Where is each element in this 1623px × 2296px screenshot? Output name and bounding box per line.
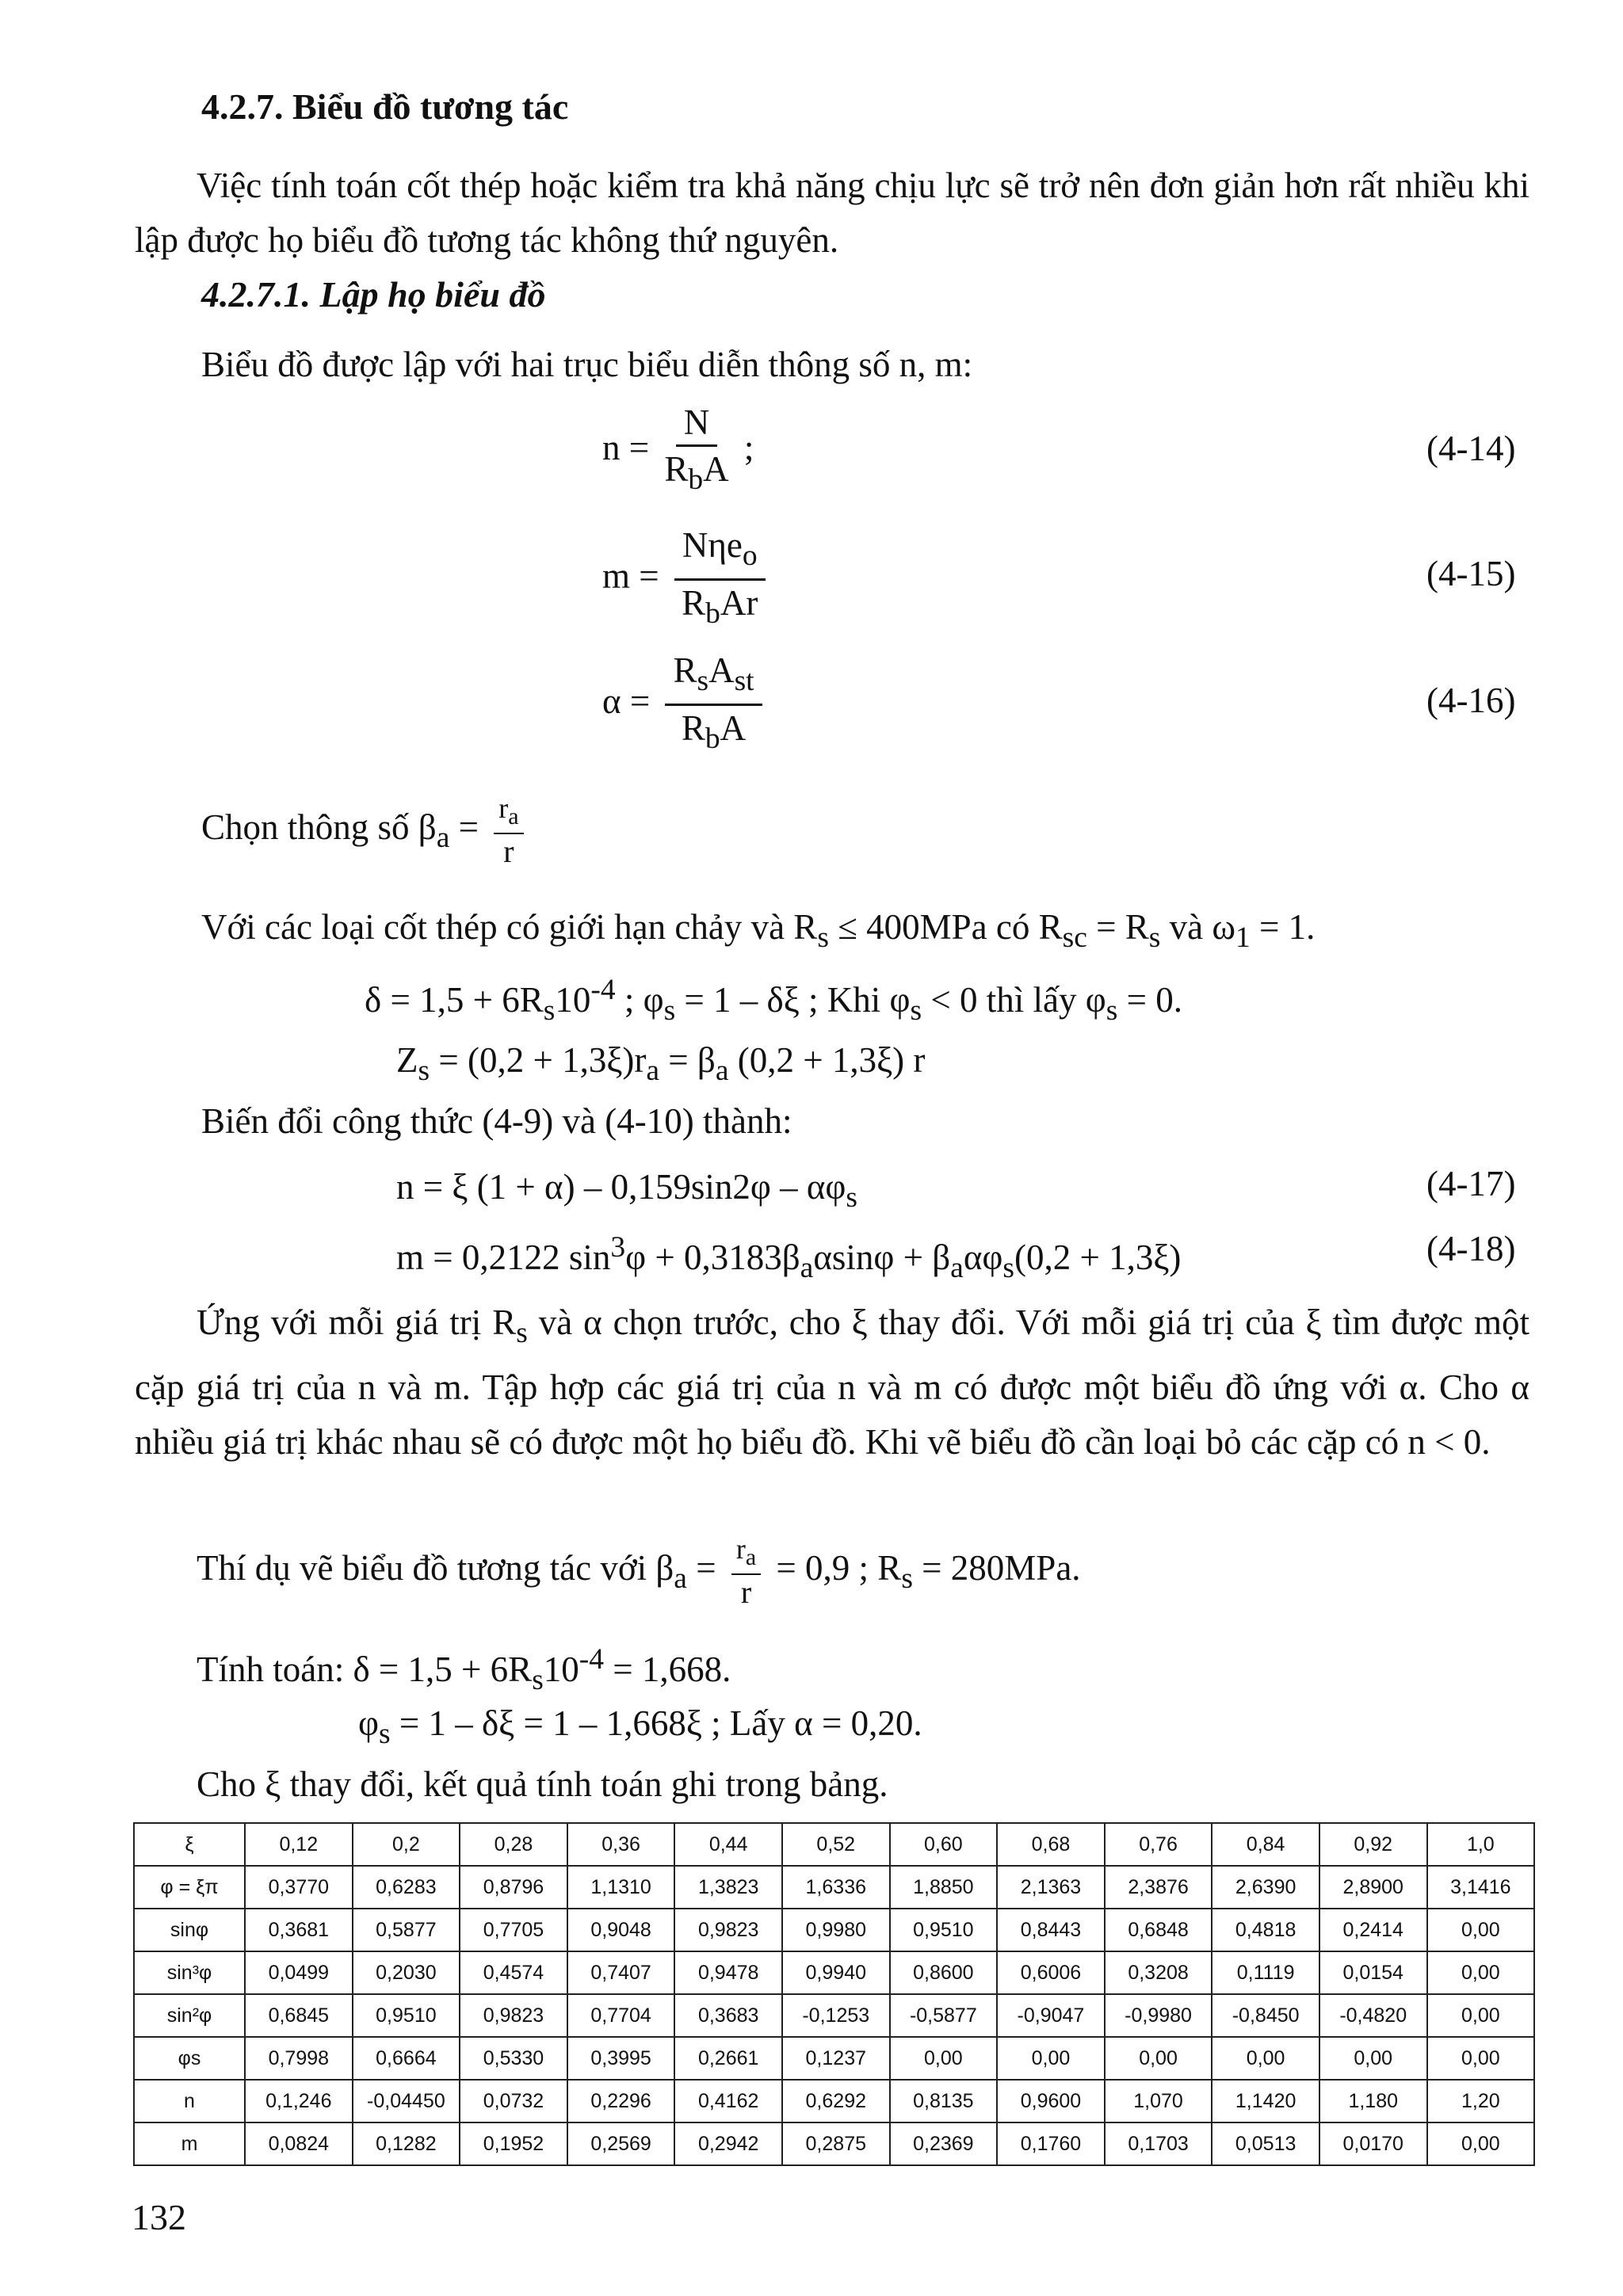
table-row — [134, 2080, 1534, 2122]
table-cell: -0,4820 — [1319, 1994, 1427, 2037]
table-cell: 0,60 — [890, 1823, 998, 1866]
row-label: φ = ξπ — [134, 1866, 245, 1909]
eq-number-4-15: (4-15) — [1426, 554, 1516, 593]
table-cell: 1,6336 — [782, 1866, 890, 1909]
eq-alpha-denominator: $R_bA$ — [681, 708, 747, 755]
table-cell: 0,00 — [1427, 1909, 1535, 1951]
table-cell: 1,3823 — [674, 1866, 782, 1909]
table-cell: 0,9478 — [674, 1951, 782, 1994]
row-label: m — [134, 2122, 245, 2165]
eq-m-numerator: Nηe$_o$ — [674, 523, 766, 581]
table-cell: 0,5330 — [460, 2037, 567, 2080]
eq-n-denominator: $R_bA$ — [664, 449, 729, 496]
table-cell: 1,0 — [1427, 1823, 1535, 1866]
table-cell: -0,04450 — [353, 2080, 460, 2122]
results-table — [133, 1822, 1535, 2166]
table-cell: -0,1253 — [782, 1994, 890, 2037]
transform-line: Biến đổi công thức (4-9) và (4-10) thành: — [201, 1101, 792, 1141]
eq-m-denominator: $R_bAr$ — [682, 583, 758, 630]
table-cell: 0,5877 — [353, 1909, 460, 1951]
calc-line-2: $\varphi_s = 1 - \delta\xi = 1 - 1,668\xi$ ; Lấy α = 0,20. — [358, 1703, 922, 1750]
table-cell: 0,44 — [674, 1823, 782, 1866]
axes-description: Biểu đồ được lập với hai trục biểu diễn thông số n, m: — [201, 345, 973, 384]
row-label: sin³φ — [134, 1951, 245, 1994]
table-cell: 0,00 — [1319, 2037, 1427, 2080]
table-cell: 0,0154 — [1319, 1951, 1427, 1994]
eq-alpha-fraction — [665, 648, 762, 761]
table-cell: 0,1237 — [782, 2037, 890, 2080]
table-cell: 0,84 — [1212, 1823, 1319, 1866]
table-cell: 0,7705 — [460, 1909, 567, 1951]
beta-fraction: $\frac{r_a}{r}$ — [494, 792, 523, 869]
table-cell: 0,8600 — [890, 1951, 998, 1994]
table-cell: 1,180 — [1319, 2080, 1427, 2122]
table-cell: 1,8850 — [890, 1866, 998, 1909]
table-cell: 0,9980 — [782, 1909, 890, 1951]
table-row — [134, 1994, 1534, 2037]
table-cell: 0,00 — [1212, 2037, 1319, 2080]
table-cell: 0,3683 — [674, 1994, 782, 2037]
table-cell: 0,92 — [1319, 1823, 1427, 1866]
table-cell: 0,9940 — [782, 1951, 890, 1994]
table-cell: 0,00 — [1427, 1951, 1535, 1994]
eq-n-fraction — [664, 400, 728, 502]
table-cell: 0,1282 — [353, 2122, 460, 2165]
table-cell: 0,6292 — [782, 2080, 890, 2122]
eq-alpha-lhs: α = — [602, 681, 651, 721]
table-cell: 0,3995 — [567, 2037, 675, 2080]
table-cell: 0,2942 — [674, 2122, 782, 2165]
page-number: 132 — [132, 2197, 186, 2237]
table-cell: 0,0513 — [1212, 2122, 1319, 2165]
equation-alpha — [602, 648, 769, 761]
table-cell: 0,1952 — [460, 2122, 567, 2165]
table-cell: 0,8796 — [460, 1866, 567, 1909]
row-label: sin²φ — [134, 1994, 245, 2037]
table-cell: -0,9047 — [997, 1994, 1105, 2037]
table-intro: Cho ξ thay đổi, kết quả tính toán ghi trong bảng. — [197, 1764, 888, 1804]
table-cell: 0,1703 — [1105, 2122, 1212, 2165]
table-cell: 0,3208 — [1105, 1951, 1212, 1994]
table-cell: 0,00 — [1427, 1994, 1535, 2037]
intro-text: Việc tính toán cốt thép hoặc kiểm tra khả năng chịu lực sẽ trở nên đơn giản hơn rất nhiều khi lập được họ biểu đồ tương tác không thứ nguyên. — [135, 166, 1529, 260]
table-cell: 0,2875 — [782, 2122, 890, 2165]
table-cell: 0,3681 — [245, 1909, 353, 1951]
eq-number-4-16: (4-16) — [1426, 681, 1516, 720]
delta-line: $\delta = 1,5 + 6R_s10^{-4}$ ; $\varphi_s = 1 - \delta\xi$ ; Khi $\varphi_s < 0$ thì lấy $\varphi_s = 0$. — [365, 974, 1182, 1027]
table-cell: 0,9600 — [997, 2080, 1105, 2122]
table-cell: 0,00 — [1105, 2037, 1212, 2080]
equation-n — [602, 400, 754, 502]
subsection-title: 4.2.7.1. Lập họ biểu đồ — [201, 274, 546, 315]
table-cell: 0,6283 — [353, 1866, 460, 1909]
table-row — [134, 2122, 1534, 2165]
eq-n-lhs: n = — [602, 427, 650, 467]
table-row — [134, 1823, 1534, 1866]
table-cell: 0,6848 — [1105, 1909, 1212, 1951]
table-cell: 0,68 — [997, 1823, 1105, 1866]
table-cell: 1,20 — [1427, 2080, 1535, 2122]
table-cell: 0,1760 — [997, 2122, 1105, 2165]
eq-m-lhs: m = — [602, 555, 659, 596]
section-title: 4.2.7. Biểu đồ tương tác — [201, 86, 569, 127]
table-cell: 2,8900 — [1319, 1866, 1427, 1909]
table-cell: 0,2414 — [1319, 1909, 1427, 1951]
table-row — [134, 1866, 1534, 1909]
table-cell: 0,6006 — [997, 1951, 1105, 1994]
table-cell: 0,6664 — [353, 2037, 460, 2080]
table-cell: 0,52 — [782, 1823, 890, 1866]
table-cell: 0,4162 — [674, 2080, 782, 2122]
table-cell: 0,2296 — [567, 2080, 675, 2122]
table-cell: 0,1119 — [1212, 1951, 1319, 1994]
table-cell: 0,00 — [1427, 2122, 1535, 2165]
example-beta-fraction: $\frac{r_a}{r}$ — [731, 1533, 761, 1610]
row-label: ξ — [134, 1823, 245, 1866]
zs-line: $Z_s = (0,2 + 1,3\xi)r_a = \beta_a$ (0,2 + 1,3ξ) r — [396, 1040, 926, 1087]
table-cell: -0,8450 — [1212, 1994, 1319, 2037]
eq-number-4-14: (4-14) — [1426, 429, 1516, 468]
steel-condition-line: Với các loại cốt thép có giới hạn chảy và $R_s \le 400MPa$ có $R_{sc} = R_s$ và $\omega_1 = 1$. — [201, 907, 1316, 954]
table-cell: 0,76 — [1105, 1823, 1212, 1866]
table-cell: 0,2661 — [674, 2037, 782, 2080]
table-cell: 1,070 — [1105, 2080, 1212, 2122]
intro-paragraph — [135, 158, 1529, 268]
table-cell: 0,9823 — [674, 1909, 782, 1951]
table-cell: 2,3876 — [1105, 1866, 1212, 1909]
table-cell: 0,9510 — [890, 1909, 998, 1951]
calc-line-1: Tính toán: $\delta = 1,5 + 6R_s10^{-4} = 1,668$. — [197, 1643, 731, 1696]
table-cell: 3,1416 — [1427, 1866, 1535, 1909]
table-row — [134, 2037, 1534, 2080]
eq-number-4-18: (4-18) — [1426, 1229, 1516, 1268]
table-cell: -0,5877 — [890, 1994, 998, 2037]
table-cell: 0,9048 — [567, 1909, 675, 1951]
table-cell: 0,0732 — [460, 2080, 567, 2122]
eq-number-4-17: (4-17) — [1426, 1164, 1516, 1203]
table-row — [134, 1909, 1534, 1951]
table-cell: 0,2 — [353, 1823, 460, 1866]
table-cell: 1,1310 — [567, 1866, 675, 1909]
equation-4-17: n = ξ $(1 + \alpha) - 0,159\sin 2\varphi - \alpha\varphi_s$ — [396, 1167, 857, 1214]
table-cell: 0,9510 — [353, 1994, 460, 2037]
example-line: Thí dụ vẽ biểu đồ tương tác với $\beta_a$ = $\frac{r_a}{r}$ = 0,9 ; $R_s = 280MPa$. — [197, 1533, 1081, 1611]
table-cell: 0,0499 — [245, 1951, 353, 1994]
table-cell: 0,0170 — [1319, 2122, 1427, 2165]
method-paragraph: Ứng với mỗi giá trị $R_s$ và α chọn trước, cho ξ thay đổi. Với mỗi giá trị của ξ tìm được một cặp giá trị của n và m. Tập hợp các giá trị của n và m có được một biểu đồ ứng với α. Cho α nhiều giá trị khác nhau sẽ có được một họ biểu đồ. Khi vẽ biểu đồ cần loại bỏ các cặp có n < 0. — [135, 1302, 1529, 1462]
table-cell: 1,1420 — [1212, 2080, 1319, 2122]
table-cell: 0,8135 — [890, 2080, 998, 2122]
table-cell: 0,0824 — [245, 2122, 353, 2165]
equation-m — [602, 523, 772, 636]
table-cell: 0,00 — [890, 2037, 998, 2080]
row-label: sinφ — [134, 1909, 245, 1951]
table-cell: 0,1,246 — [245, 2080, 353, 2122]
eq-n-numerator: N — [676, 400, 718, 447]
table-cell: 0,00 — [997, 2037, 1105, 2080]
table-cell: 0,6845 — [245, 1994, 353, 2037]
row-label: n — [134, 2080, 245, 2122]
table-cell: 0,7407 — [567, 1951, 675, 1994]
table-cell: 2,6390 — [1212, 1866, 1319, 1909]
table-cell: 0,7998 — [245, 2037, 353, 2080]
eq-alpha-numerator: $R_sA_{st}$ — [665, 648, 762, 706]
table-cell: 0,8443 — [997, 1909, 1105, 1951]
table-cell: 0,2369 — [890, 2122, 998, 2165]
table-cell: 0,9823 — [460, 1994, 567, 2037]
table-cell: 0,36 — [567, 1823, 675, 1866]
table-cell: -0,9980 — [1105, 1994, 1212, 2037]
table-cell: 0,4818 — [1212, 1909, 1319, 1951]
table-row — [134, 1951, 1534, 1994]
table-cell: 0,2030 — [353, 1951, 460, 1994]
table-cell: 0,28 — [460, 1823, 567, 1866]
table-cell: 0,2569 — [567, 2122, 675, 2165]
equation-4-18: m = 0,2122 $\sin^3\varphi + 0,3183\beta_a\alpha\sin\varphi + \beta_a\alpha\varphi_s(0,2 + 1,3\xi)$ — [396, 1231, 1182, 1284]
table-cell: 0,3770 — [245, 1866, 353, 1909]
table-cell: 0,7704 — [567, 1994, 675, 2037]
row-label: φs — [134, 2037, 245, 2080]
table-cell: 0,12 — [245, 1823, 353, 1866]
eq-n-semicolon: ; — [743, 427, 754, 467]
table-cell: 0,00 — [1427, 2037, 1535, 2080]
choose-parameter: Chọn thông số $\beta_a$ = $\frac{r_a}{r}$ — [201, 792, 530, 869]
table-cell: 0,4574 — [460, 1951, 567, 1994]
eq-m-fraction — [674, 523, 766, 636]
table-cell: 2,1363 — [997, 1866, 1105, 1909]
